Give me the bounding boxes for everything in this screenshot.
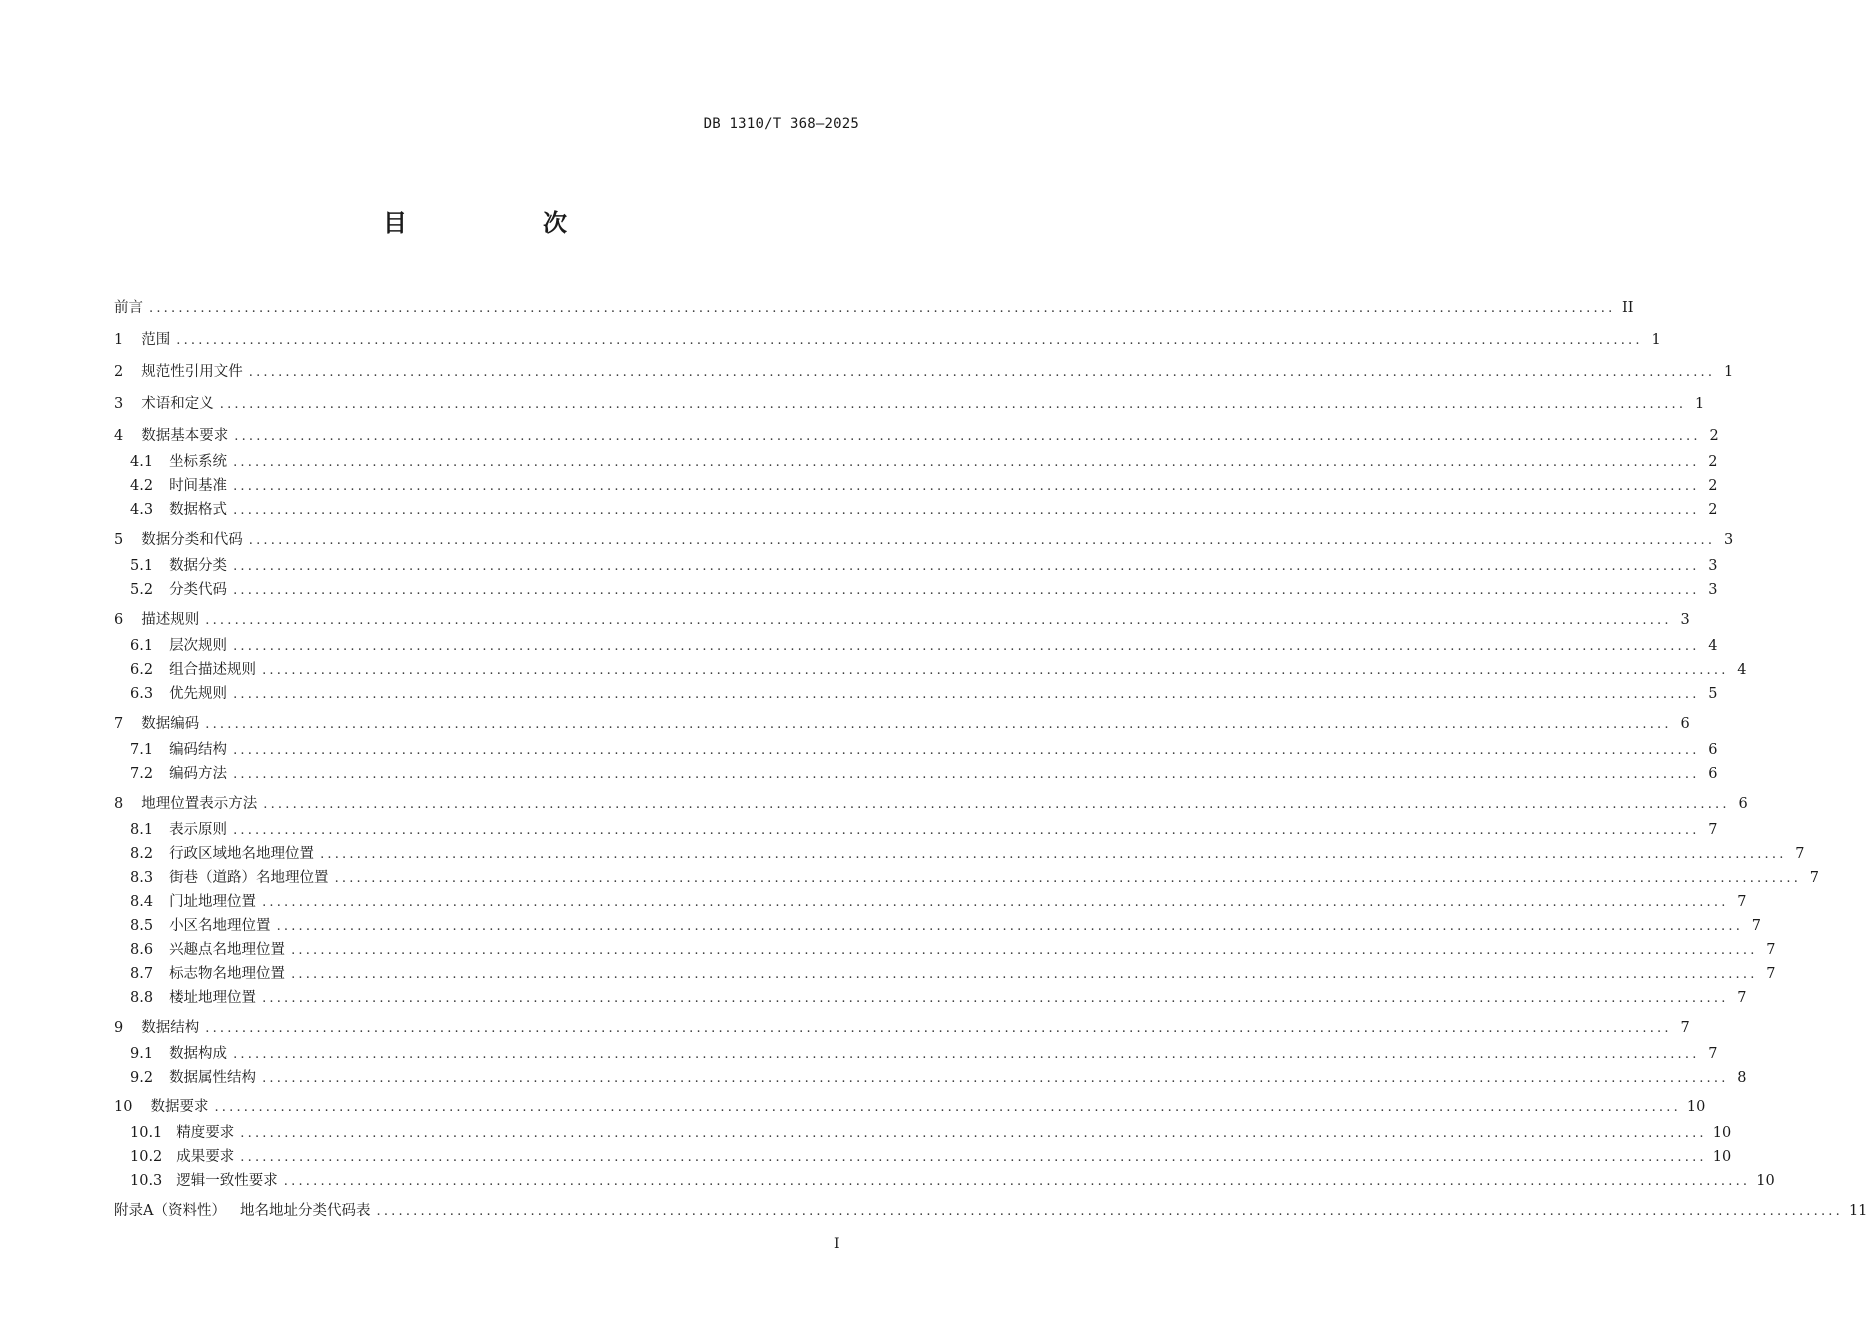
toc-entry[interactable] [130, 764, 1718, 784]
toc-dot-leader: ........................................................................................................................................................................................................ [262, 895, 1729, 910]
toc-entry-number: 6 [114, 612, 124, 628]
toc-entry-number: 8.3 [130, 870, 154, 886]
toc-entry-title: 分类代码 [169, 582, 228, 598]
toc-entry[interactable] [130, 940, 1776, 960]
toc-dot-leader: ........................................................................................................................................................................................................ [291, 943, 1758, 958]
toc-dot-leader: ........................................................................................................................................................................................................ [320, 847, 1787, 862]
toc-entry-title: 数据结构 [141, 1020, 200, 1036]
toc-dot-leader: ........................................................................................................................................................................................................ [149, 301, 1616, 316]
page-number: I [834, 1236, 840, 1252]
toc-dot-leader: ........................................................................................................................................................................................................ [205, 613, 1672, 628]
toc-dot-leader: ........................................................................................................................................................................................................ [240, 1126, 1707, 1141]
toc-entry-number: 4.3 [130, 502, 154, 518]
toc-entry[interactable] [130, 844, 1805, 864]
toc-entry-title: 范围 [141, 332, 171, 348]
toc-dot-leader: ........................................................................................................................................................................................................ [263, 797, 1730, 812]
document-code: DB 1310/T 368—2025 [703, 116, 859, 132]
toc-entry-number: 7.1 [130, 742, 154, 758]
toc-entry-number: 1 [114, 332, 124, 348]
toc-entry-number: 9.1 [130, 1046, 154, 1062]
toc-dot-leader: ........................................................................................................................................................................................................ [176, 333, 1643, 348]
toc-entry-title: 数据属性结构 [169, 1070, 257, 1086]
toc-entry-title: 数据分类和代码 [141, 532, 243, 548]
toc-entry-page: 4 [1737, 662, 1747, 678]
toc-entry-number: 5.2 [130, 582, 154, 598]
toc-entry[interactable] [130, 556, 1718, 576]
toc-dot-leader: ........................................................................................................................................................................................................ [233, 743, 1700, 758]
toc-dot-leader: ........................................................................................................................................................................................................ [219, 397, 1687, 412]
toc-entry-title: 坐标系统 [169, 454, 228, 470]
toc-entry-page: 4 [1708, 638, 1718, 654]
toc-entry[interactable] [130, 1044, 1718, 1064]
toc-entry-page: 7 [1809, 870, 1820, 886]
toc-dot-leader: ........................................................................................................................................................................................................ [248, 365, 1716, 380]
toc-entry-title: 地理位置表示方法 [141, 796, 258, 812]
toc-dot-leader: ........................................................................................................................................................................................................ [233, 559, 1700, 574]
toc-entry-page: 1 [1651, 332, 1661, 348]
toc-entry-number: 8.4 [130, 894, 154, 910]
toc-entry-number: 10 [114, 1099, 133, 1115]
toc-entry[interactable] [114, 714, 1690, 734]
toc-dot-leader: ........................................................................................................................................................................................................ [376, 1204, 1843, 1219]
toc-entry-title: 标志物名地理位置 [169, 966, 286, 982]
toc-entry-number: 8.6 [130, 942, 154, 958]
toc-entry[interactable] [130, 1147, 1732, 1167]
toc-entry-title: 门址地理位置 [169, 894, 257, 910]
toc-entry-title: 数据编码 [141, 716, 200, 732]
toc-entry-page: II [1622, 300, 1634, 316]
toc-entry-title: 描述规则 [141, 612, 200, 628]
toc-entry-page: 10 [1712, 1149, 1732, 1165]
toc-entry-number: 6.3 [130, 686, 154, 702]
toc-entry[interactable] [130, 580, 1718, 600]
toc-dot-leader: ........................................................................................................................................................................................................ [233, 767, 1700, 782]
toc-entry[interactable] [130, 684, 1718, 704]
toc-entry[interactable] [130, 636, 1718, 656]
toc-entry[interactable] [114, 610, 1690, 630]
toc-entry-number: 4 [114, 428, 124, 444]
toc-entry-page: 2 [1708, 478, 1718, 494]
toc-entry-title: 楼址地理位置 [169, 990, 257, 1006]
toc-dot-leader: ........................................................................................................................................................................................................ [233, 639, 1700, 654]
toc-entry-title: 术语和定义 [141, 396, 214, 412]
toc-entry-page: 10 [1712, 1125, 1732, 1141]
toc-dot-leader: ........................................................................................................................................................................................................ [262, 1071, 1729, 1086]
toc-entry-number: 10.3 [130, 1173, 163, 1189]
toc-entry[interactable] [114, 298, 1634, 318]
toc-entry-page: 7 [1708, 1046, 1718, 1062]
toc-entry-page: 6 [1738, 796, 1748, 812]
toc-entry-title: 时间基准 [169, 478, 228, 494]
toc-entry-title: 成果要求 [176, 1149, 235, 1165]
toc-entry-page: 7 [1766, 966, 1776, 982]
toc-dot-leader: ........................................................................................................................................................................................................ [205, 1021, 1672, 1036]
toc-entry-number: 7.2 [130, 766, 154, 782]
toc-entry-title: 兴趣点名地理位置 [169, 942, 286, 958]
toc-entry[interactable] [130, 916, 1762, 936]
toc-entry-title: 前言 [114, 300, 143, 316]
toc-dot-leader: ........................................................................................................................................................................................................ [233, 823, 1700, 838]
toc-dot-leader: ........................................................................................................................................................................................................ [233, 1047, 1700, 1062]
toc-entry-title: 数据基本要求 [141, 428, 229, 444]
toc-entry-number: 10.1 [130, 1125, 163, 1141]
toc-entry-title: 数据分类 [169, 558, 228, 574]
toc-entry-page: 6 [1680, 716, 1690, 732]
toc-entry-page: 7 [1751, 918, 1762, 934]
toc-dot-leader: ........................................................................................................................................................................................................ [262, 663, 1729, 678]
toc-entry-title: 规范性引用文件 [141, 364, 243, 380]
toc-dot-leader: ........................................................................................................................................................................................................ [283, 1174, 1751, 1189]
toc-dot-leader: ........................................................................................................................................................................................................ [334, 871, 1802, 886]
toc-entry[interactable] [130, 820, 1718, 840]
toc-entry-title: 数据格式 [169, 502, 228, 518]
toc-entry[interactable] [130, 660, 1747, 680]
toc-entry-title: 表示原则 [169, 822, 228, 838]
toc-entry[interactable] [114, 426, 1719, 446]
toc-entry-title: 街巷（道路）名地理位置 [169, 870, 329, 886]
toc-entry-page: 5 [1708, 686, 1718, 702]
toc-entry-page: 8 [1737, 1070, 1747, 1086]
toc-entry-page: 3 [1708, 558, 1718, 574]
toc-entry-page: 7 [1737, 990, 1747, 1006]
toc-entry-page: 10 [1686, 1099, 1706, 1115]
toc-entry-page: 2 [1708, 502, 1718, 518]
toc-entry-page: 10 [1756, 1173, 1775, 1189]
toc-entry-title: 地名地址分类代码表 [239, 1203, 371, 1219]
toc-entry-title: 行政区域地名地理位置 [169, 846, 315, 862]
toc-entry[interactable] [130, 500, 1718, 520]
toc-entry-title: 小区名地理位置 [169, 918, 271, 934]
toc-dot-leader: ........................................................................................................................................................................................................ [248, 533, 1716, 548]
toc-entry[interactable] [114, 1201, 1867, 1221]
toc-entry[interactable] [130, 740, 1718, 760]
toc-entry-number: 8.5 [130, 918, 154, 934]
toc-entry-title: 层次规则 [169, 638, 228, 654]
toc-entry-number: 10.2 [130, 1149, 163, 1165]
toc-entry-page: 3 [1708, 582, 1718, 598]
toc-entry-number: 5 [114, 532, 124, 548]
toc-entry-page: 3 [1680, 612, 1690, 628]
toc-entry-number: 8.1 [130, 822, 154, 838]
toc-dot-leader: ........................................................................................................................................................................................................ [240, 1150, 1707, 1165]
toc-dot-leader: ........................................................................................................................................................................................................ [262, 991, 1729, 1006]
toc-dot-leader: ........................................................................................................................................................................................................ [233, 687, 1700, 702]
toc-entry-page: 6 [1708, 742, 1718, 758]
toc-entry-number: 8.8 [130, 990, 154, 1006]
toc-dot-leader: ........................................................................................................................................................................................................ [214, 1100, 1681, 1115]
toc-entry[interactable] [130, 452, 1718, 472]
toc-entry-number: 4.1 [130, 454, 154, 470]
toc-entry-title: 编码结构 [169, 742, 228, 758]
toc-entry[interactable] [114, 330, 1661, 350]
toc-dot-leader: ........................................................................................................................................................................................................ [205, 717, 1672, 732]
toc-dot-leader: ........................................................................................................................................................................................................ [276, 919, 1744, 934]
toc-entry[interactable] [114, 1018, 1690, 1038]
toc-entry[interactable] [130, 988, 1747, 1008]
toc-entry[interactable] [114, 362, 1734, 382]
toc-entry[interactable] [114, 394, 1705, 414]
toc-entry[interactable] [130, 1068, 1747, 1088]
toc-dot-leader: ........................................................................................................................................................................................................ [233, 583, 1700, 598]
toc-entry-title: 数据构成 [169, 1046, 228, 1062]
toc-entry-page: 2 [1709, 428, 1719, 444]
toc-entry[interactable] [114, 794, 1748, 814]
toc-entry-title: 优先规则 [169, 686, 228, 702]
toc-entry[interactable] [114, 1097, 1706, 1117]
toc-entry-number: 3 [114, 396, 124, 412]
toc-entry-number: 8.7 [130, 966, 154, 982]
toc-entry-page: 7 [1708, 822, 1718, 838]
toc-entry-number: 2 [114, 364, 124, 380]
toc-entry[interactable] [130, 476, 1718, 496]
toc-entry-number: 8.2 [130, 846, 154, 862]
toc-entry-number: 5.1 [130, 558, 154, 574]
page-title: 目 次 [383, 208, 623, 237]
toc-entry-page: 3 [1723, 532, 1734, 548]
toc-entry-number: 9.2 [130, 1070, 154, 1086]
toc-entry-page: 11 [1848, 1203, 1867, 1219]
toc-entry[interactable] [130, 892, 1747, 912]
toc-entry-page: 2 [1708, 454, 1718, 470]
toc-entry-number: 附录A（资料性） [114, 1203, 226, 1219]
toc-entry-number: 6.2 [130, 662, 154, 678]
toc-entry-number: 6.1 [130, 638, 154, 654]
toc-dot-leader: ........................................................................................................................................................................................................ [291, 967, 1758, 982]
toc-entry-page: 1 [1694, 396, 1705, 412]
toc-entry[interactable] [130, 868, 1820, 888]
toc-entry-number: 9 [114, 1020, 124, 1036]
toc-entry-page: 7 [1766, 942, 1776, 958]
toc-entry-number: 8 [114, 796, 124, 812]
toc-entry-page: 1 [1723, 364, 1734, 380]
toc-entry-title: 编码方法 [169, 766, 228, 782]
toc-entry[interactable] [130, 964, 1776, 984]
toc-dot-leader: ........................................................................................................................................................................................................ [234, 429, 1701, 444]
toc-entry-number: 7 [114, 716, 124, 732]
toc-entry[interactable] [130, 1123, 1732, 1143]
toc-entry-page: 7 [1737, 894, 1747, 910]
toc-entry-page: 7 [1795, 846, 1805, 862]
toc-dot-leader: ........................................................................................................................................................................................................ [233, 479, 1700, 494]
toc-entry-number: 4.2 [130, 478, 154, 494]
toc-entry[interactable] [114, 530, 1734, 550]
toc-entry-page: 6 [1708, 766, 1718, 782]
toc-entry[interactable] [130, 1171, 1775, 1191]
toc-dot-leader: ........................................................................................................................................................................................................ [233, 455, 1700, 470]
toc-dot-leader: ........................................................................................................................................................................................................ [233, 503, 1700, 518]
toc-entry-title: 数据要求 [150, 1099, 209, 1115]
toc-entry-title: 精度要求 [176, 1125, 235, 1141]
toc-entry-title: 逻辑一致性要求 [176, 1173, 278, 1189]
toc-entry-page: 7 [1680, 1020, 1690, 1036]
toc-entry-title: 组合描述规则 [169, 662, 257, 678]
